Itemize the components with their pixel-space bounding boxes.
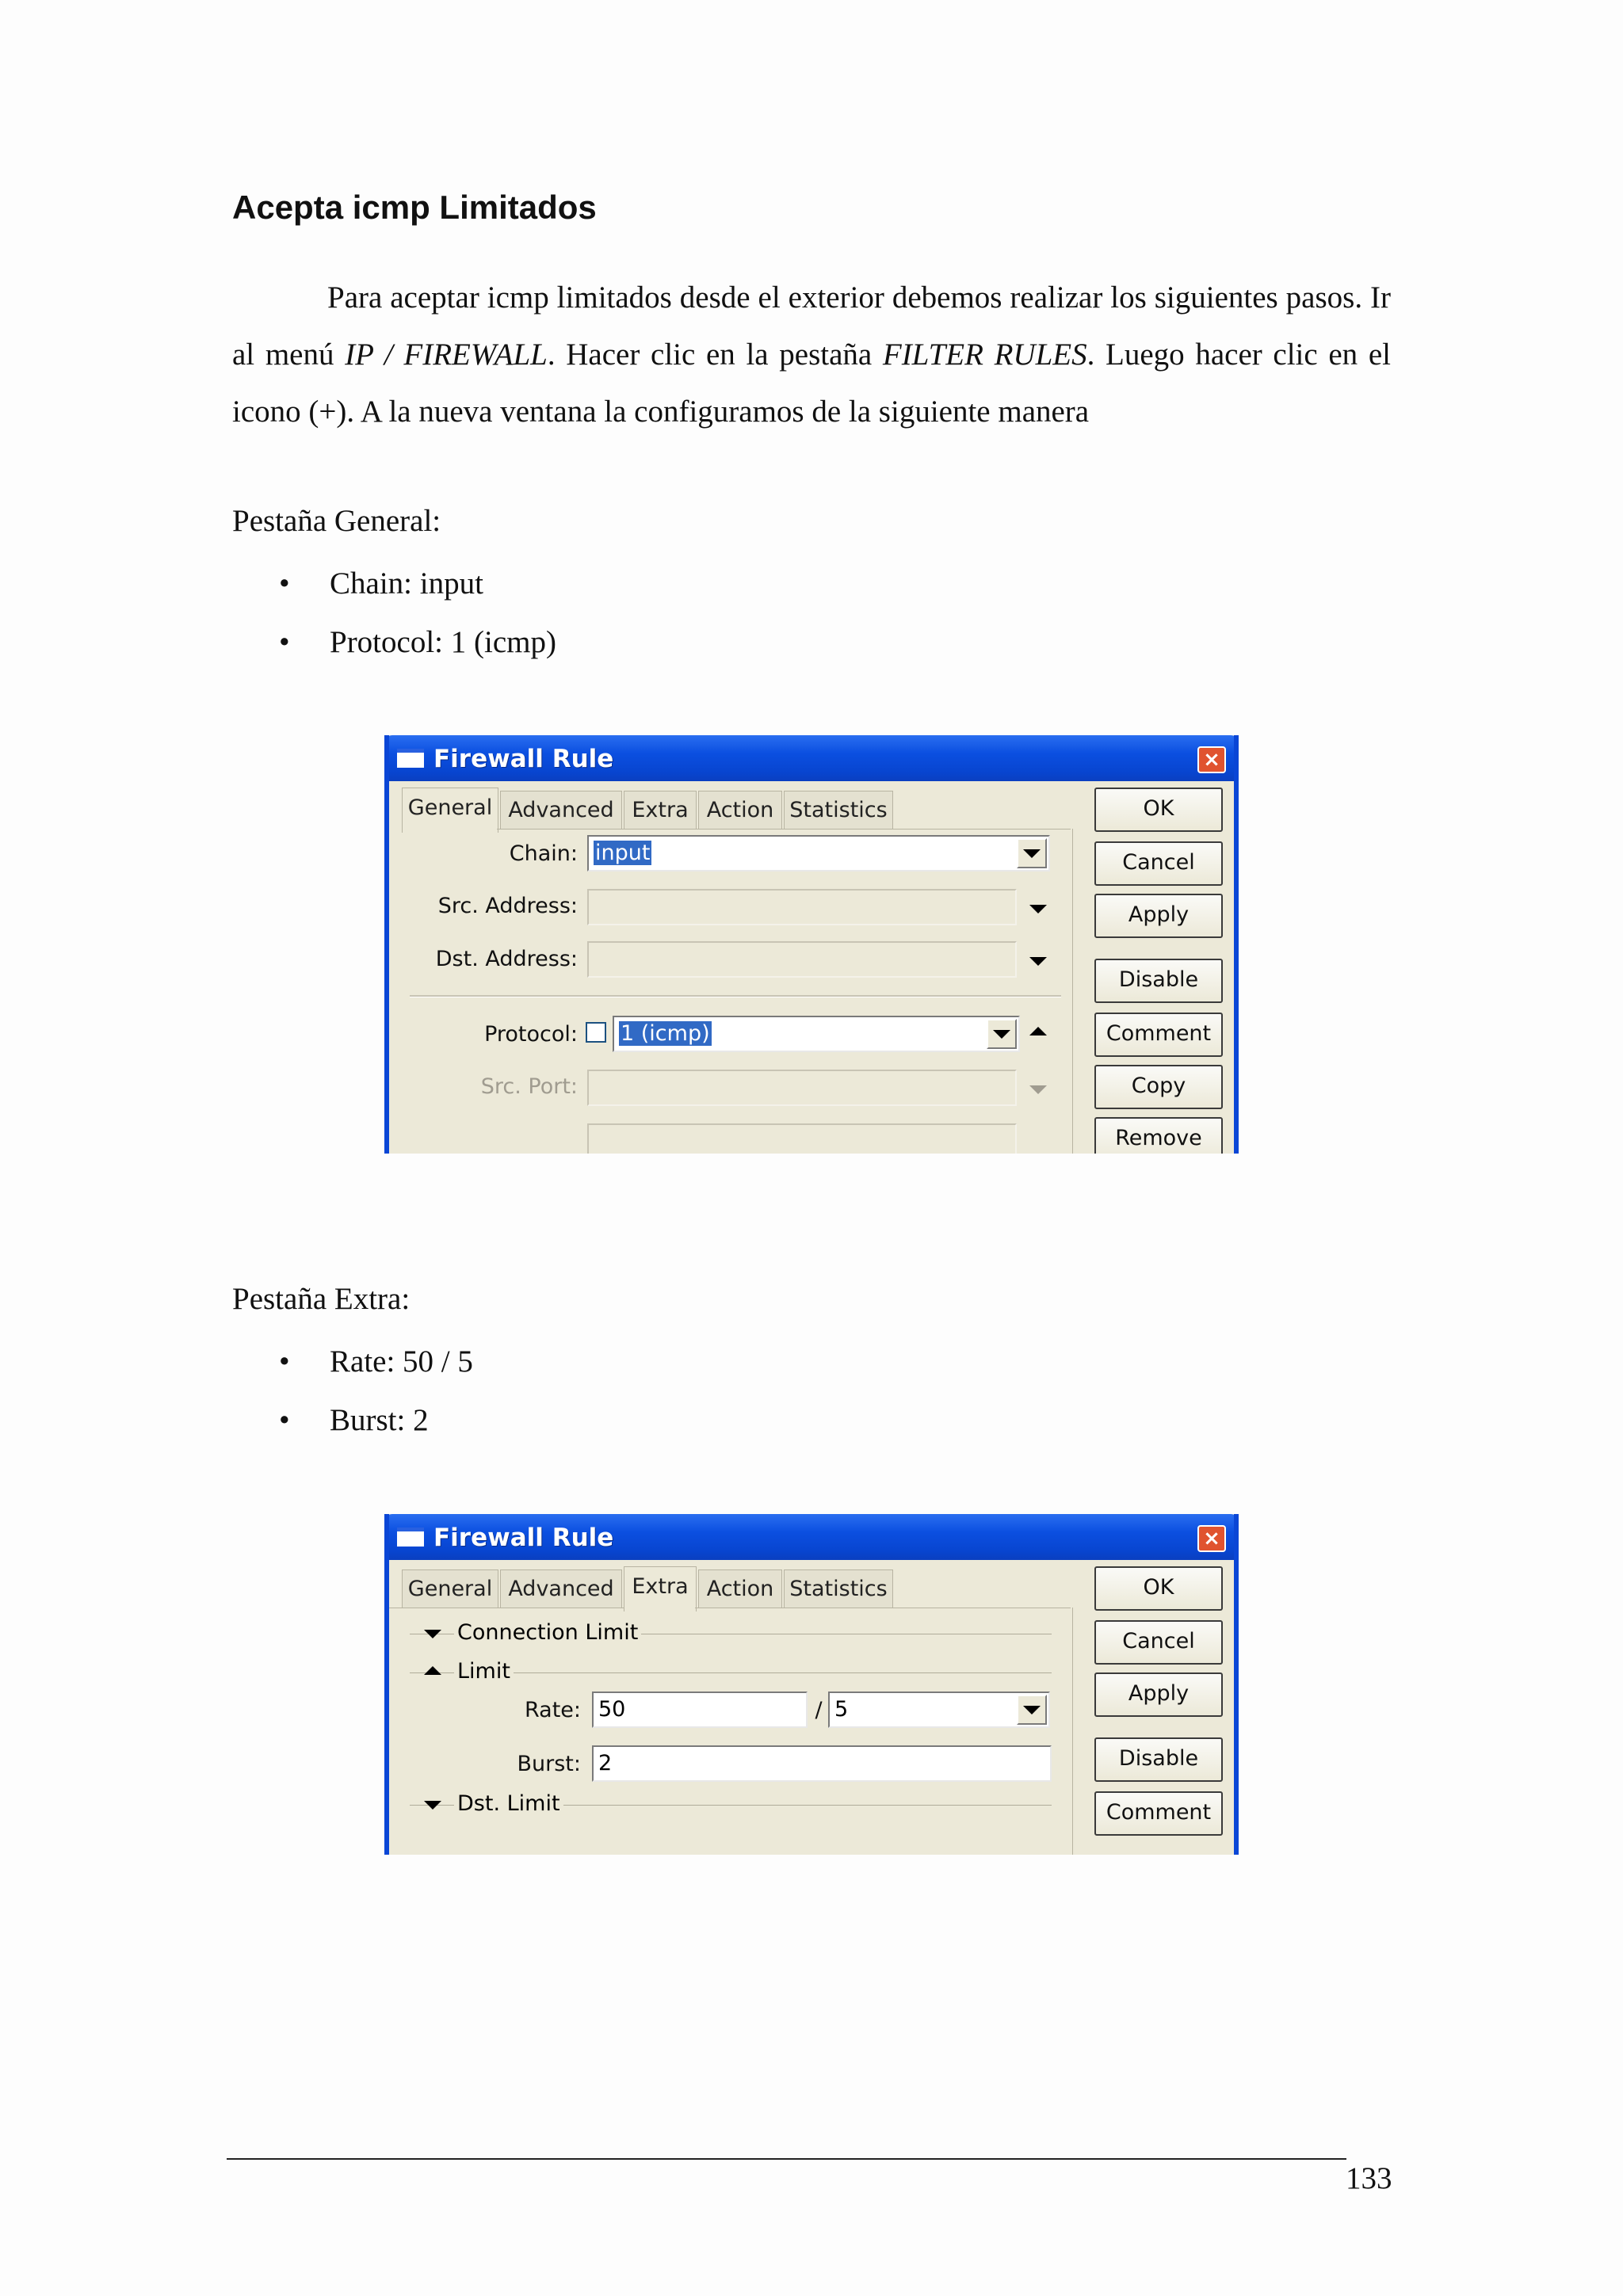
list-item: • Burst: 2	[279, 1391, 473, 1450]
page-number: 133	[1346, 2161, 1392, 2195]
src-address-label: Src. Address:	[437, 894, 578, 918]
separator	[410, 995, 1061, 997]
dst-limit-section[interactable]: Dst. Limit	[454, 1791, 563, 1816]
close-button[interactable]: ×	[1197, 1525, 1226, 1552]
dialog-body	[389, 788, 1234, 1154]
tab-panel-right	[1072, 829, 1073, 1154]
window-icon	[397, 1527, 424, 1547]
tab-action[interactable]: Action	[698, 791, 782, 830]
ok-button[interactable]: OK	[1094, 1566, 1223, 1611]
apply-button[interactable]: Apply	[1094, 1672, 1223, 1717]
chain-value: input	[595, 841, 651, 865]
protocol-value: 1 (icmp)	[621, 1021, 710, 1046]
ok-button[interactable]: OK	[1094, 788, 1223, 832]
tab-extra[interactable]: Extra	[624, 791, 697, 830]
burst-input[interactable]	[592, 1745, 1052, 1782]
rate-value: 50	[598, 1697, 626, 1722]
protocol-invert-checkbox[interactable]	[586, 1022, 606, 1043]
collapse-up-icon[interactable]	[1029, 1027, 1047, 1035]
intro-paragraph	[232, 269, 1391, 441]
protocol-label: Protocol:	[484, 1022, 578, 1047]
src-port-input[interactable]	[587, 1070, 1017, 1106]
src-address-input[interactable]	[587, 889, 1017, 925]
dst-port-input[interactable]	[587, 1123, 1017, 1154]
rate-label: Rate:	[524, 1698, 581, 1722]
tab-general[interactable]: General	[402, 788, 498, 833]
src-address-dropdown-icon[interactable]	[1029, 905, 1047, 913]
list-item: • Protocol: 1 (icmp)	[279, 613, 556, 672]
collapse-up-icon[interactable]	[424, 1666, 441, 1675]
rate-slash: /	[815, 1698, 823, 1722]
tab-name: FILTER RULES	[882, 338, 1087, 372]
cancel-button[interactable]: Cancel	[1094, 841, 1223, 886]
extra-section-label: Pestaña Extra:	[232, 1282, 411, 1316]
connection-limit-section[interactable]: Connection Limit	[454, 1620, 641, 1645]
chain-label: Chain:	[509, 841, 578, 866]
intro-text-1: Para aceptar icmp limitados desde el exterior debemos realizar los siguientes pasos. Ir al menú	[232, 280, 1391, 372]
dialog-title: Firewall Rule	[433, 1524, 614, 1552]
firewall-rule-dialog-general	[384, 735, 1239, 1154]
section-heading: Acepta icmp Limitados	[232, 189, 597, 226]
expand-down-icon[interactable]	[424, 1630, 441, 1638]
general-bullet-list	[279, 555, 556, 672]
list-item: • Chain: input	[279, 555, 556, 613]
firewall-rule-dialog-extra	[384, 1514, 1239, 1855]
expand-down-icon[interactable]	[424, 1801, 441, 1810]
rate-unit-select[interactable]	[828, 1691, 1050, 1728]
remove-button[interactable]: Remove	[1094, 1117, 1223, 1154]
tab-panel-top	[497, 829, 1071, 830]
comment-button[interactable]: Comment	[1094, 1013, 1223, 1057]
burst-label: Burst:	[517, 1752, 581, 1776]
title-bar	[384, 735, 1239, 781]
dialog-body	[389, 1566, 1234, 1855]
disable-button[interactable]: Disable	[1094, 959, 1223, 1003]
comment-button[interactable]: Comment	[1094, 1791, 1223, 1836]
chevron-down-icon	[1023, 1706, 1041, 1714]
title-bar	[384, 1514, 1239, 1560]
rate-unit-value: 5	[834, 1697, 849, 1722]
tab-general[interactable]: General	[402, 1569, 498, 1608]
disable-button[interactable]: Disable	[1094, 1737, 1223, 1782]
tab-advanced[interactable]: Advanced	[500, 1569, 622, 1608]
chevron-down-icon	[1023, 849, 1041, 858]
src-port-label: Src. Port:	[480, 1074, 578, 1099]
tab-extra[interactable]: Extra	[624, 1566, 697, 1611]
protocol-select[interactable]	[613, 1016, 1020, 1052]
tab-action[interactable]: Action	[698, 1569, 782, 1608]
limit-section[interactable]: Limit	[454, 1659, 514, 1684]
tab-panel-right	[1072, 1608, 1073, 1855]
dst-address-input[interactable]	[587, 941, 1017, 978]
dialog-title: Firewall Rule	[433, 745, 614, 773]
window-icon	[397, 749, 424, 768]
intro-text-3: . Luego hacer clic en el icono (+). A la nueva ventana la configuramos de la siguiente manera	[232, 338, 1391, 429]
footer-rule	[227, 2158, 1346, 2160]
tab-statistics[interactable]: Statistics	[784, 1569, 893, 1608]
general-section-label: Pestaña General:	[232, 504, 441, 538]
list-item: • Rate: 50 / 5	[279, 1333, 473, 1391]
close-button[interactable]: ×	[1197, 746, 1226, 773]
dst-address-label: Dst. Address:	[435, 947, 578, 971]
src-port-dropdown-icon[interactable]	[1029, 1085, 1047, 1094]
cancel-button[interactable]: Cancel	[1094, 1620, 1223, 1665]
dst-address-dropdown-icon[interactable]	[1029, 957, 1047, 966]
chain-dropdown-button[interactable]	[1017, 838, 1047, 868]
apply-button[interactable]: Apply	[1094, 894, 1223, 938]
intro-text-2: . Hacer clic en la pestaña	[547, 338, 883, 372]
tab-advanced[interactable]: Advanced	[500, 791, 622, 830]
tab-statistics[interactable]: Statistics	[784, 791, 893, 830]
extra-bullet-list	[279, 1333, 473, 1450]
protocol-dropdown-button[interactable]	[987, 1019, 1017, 1049]
chevron-down-icon	[993, 1030, 1010, 1039]
burst-value: 2	[598, 1751, 613, 1775]
rate-unit-dropdown-button[interactable]	[1017, 1695, 1047, 1725]
copy-button[interactable]: Copy	[1094, 1065, 1223, 1109]
chain-select[interactable]	[587, 835, 1050, 871]
rate-input[interactable]	[592, 1691, 808, 1728]
menu-path: IP / FIREWALL	[345, 338, 548, 372]
